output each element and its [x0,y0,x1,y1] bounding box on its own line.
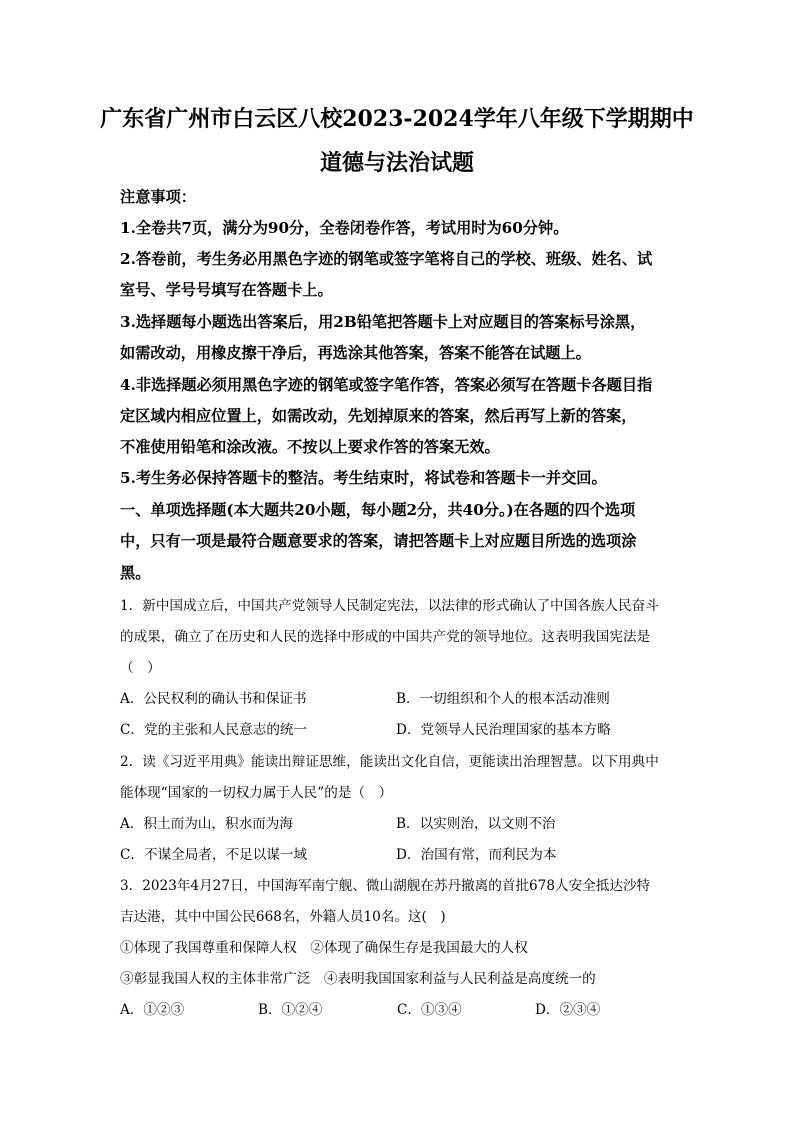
section-instructions: 黑。 [120,564,151,582]
notice-line: 如需改动，用橡皮擦干净后，再选涂其他答案，答案不能答在试题上。 [120,344,591,362]
option-d: D．党领导人民治理国家的基本方略 [396,722,611,738]
notice-line: 1.全卷共7页，满分为90分，全卷闭卷作答，考试用时为60分钟。 [120,219,569,237]
option-c: C．党的主张和人民意志的统一 [120,722,308,738]
notice-line: 定区域内相应位置上，如需改动，先划掉原来的答案，然后再写上新的答案， [120,407,637,425]
notice-heading: 注意事项： [120,188,196,206]
option-c: C．①③④ [397,1002,462,1018]
option-c: C．不谋全局者，不足以谋一域 [120,847,308,863]
question-3-statement-row: ③彰显我国人权的主体非常广泛 ④表明我国国家利益与人民利益是高度统一的 [120,971,596,987]
question-2-options-row [120,843,680,863]
exam-title-line-2: 道德与法治试题 [319,150,474,176]
notice-line: 不准使用铅笔和涂改液。不按以上要求作答的答案无效。 [120,438,500,456]
option-b: B．以实则治，以文则不治 [396,816,556,832]
question-1-options-row [120,718,680,738]
notice-line: 4.非选择题必须用黑色字迹的钢笔或签字笔作答，答案必须写在答题卡各题目指 [120,376,653,394]
question-3-stem: 3．2023年4月27日，中国海军南宁舰、微山湖舰在苏丹撤离的首批678人安全抵达沙特 [120,878,651,894]
option-d: D．②③④ [535,1002,601,1018]
question-1-options-row [120,687,680,707]
question-1-stem: 1．新中国成立后，中国共产党领导人民制定宪法，以法律的形式确认了中国各族人民奋斗 [120,598,659,614]
option-d: D．治国有常，而利民为本 [396,847,557,863]
option-a: A．积土而为山，积水而为海 [120,816,293,832]
question-1-stem: 的成果，确立了在历史和人民的选择中形成的中国共产党的领导地位。这表明我国宪法是 [120,629,651,645]
section-instructions: 一、单项选择题(本大题共20小题，每小题2分，共40分。)在各题的四个选项 [120,501,636,519]
question-3-statement-row: ①体现了我国尊重和保障人权 ②体现了确保生存是我国最大的人权 [120,940,528,956]
notice-line: 室号、学号号填写在答题卡上。 [120,281,333,299]
question-2-stem: 能体现“国家的一切权力属于人民”的是（ ） [120,785,393,801]
question-1-stem: （ ） [120,660,161,676]
question-2-options-row [120,812,680,832]
notice-line: 3.选择题每小题选出答案后，用2B铅笔把答题卡上对应题目的答案标号涂黑， [120,313,646,331]
option-a: A．①②③ [120,1002,185,1018]
question-2-stem: 2．读《习近平用典》能读出辩证思维，能读出文化自信，更能读出治理智慧。以下用典中 [120,754,659,770]
option-a: A．公民权利的确认书和保证书 [120,691,307,707]
notice-line: 2.答卷前，考生务必用黑色字迹的钢笔或签字笔将自己的学校、班级、姓名、试 [120,250,653,268]
question-3-stem: 吉达港，其中中国公民668名，外籍人员10名。这( ) [120,909,446,925]
section-instructions: 中，只有一项是最符合题意要求的答案，请把答题卡上对应题目所选的选项涂 [120,532,637,550]
notice-line: 5.考生务必保持答题卡的整洁。考生结束时，将试卷和答题卡一并交回。 [120,469,607,487]
option-b: B．一切组织和个人的根本活动准则 [396,691,610,707]
exam-title-line-1: 广东省广州市白云区八校2023-2024学年八年级下学期期中 [100,106,694,132]
option-b: B．①②④ [258,1002,323,1018]
